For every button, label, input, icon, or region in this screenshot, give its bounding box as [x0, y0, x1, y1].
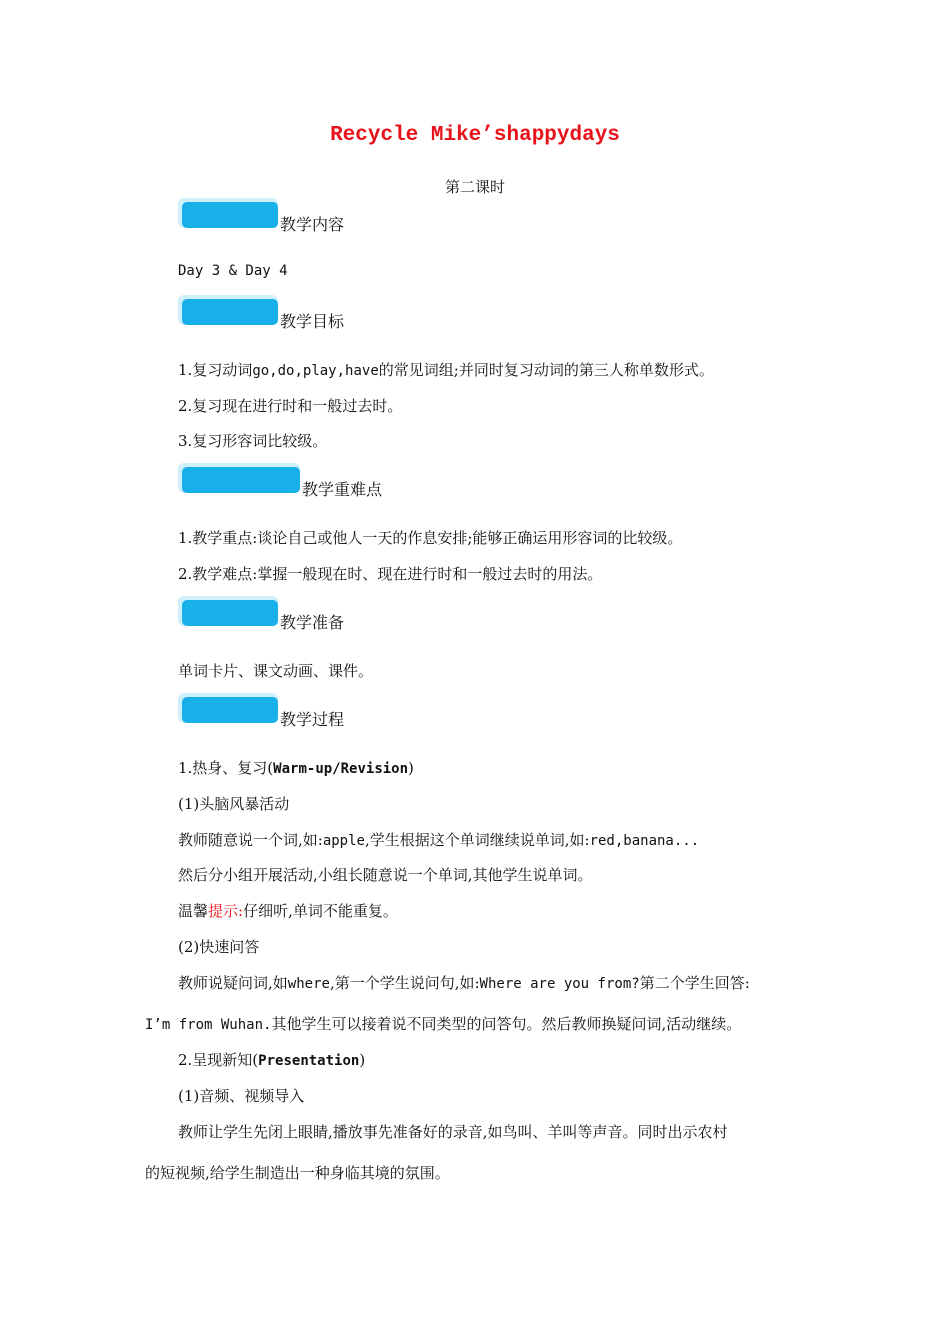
tip: 温馨提示:仔细听,单词不能重复。 [178, 902, 398, 920]
keypoint-1: 1.教学重点:谈论自己或他人一天的作息安排;能够正确运用形容词的比较级。 [178, 529, 683, 547]
step-1-1-para-1: 教师随意说一个词,如:apple,学生根据这个单词继续说单词,如:red,banana... [178, 831, 700, 849]
section-badge [178, 463, 300, 493]
step-1-2-para-2: I’m from Wuhan.其他学生可以接着说不同类型的问答句。然后教师换疑问词,活动继续。 [145, 1015, 742, 1033]
step-2-heading: 2.呈现新知(Presentation) [178, 1051, 366, 1069]
step-2-1-para-2: 的短视频,给学生制造出一种身临其境的氛围。 [145, 1164, 450, 1182]
section-label: 教学过程 [280, 710, 345, 729]
step-1-heading: 1.热身、复习(Warm-up/Revision) [178, 759, 414, 777]
step-1-1-para-2: 然后分小组开展活动,小组长随意说一个单词,其他学生说单词。 [178, 866, 593, 884]
goal-3: 3.复习形容词比较级。 [178, 432, 328, 450]
section-label: 教学准备 [280, 613, 345, 632]
step-2-1-para-1: 教师让学生先闭上眼睛,播放事先准备好的录音,如鸟叫、羊叫等声音。同时出示农村 [178, 1123, 728, 1141]
step-1-2-heading: (2)快速问答 [178, 938, 260, 956]
section-label: 教学重难点 [302, 480, 383, 499]
step-1-1-heading: (1)头脑风暴活动 [178, 795, 290, 813]
content-text: Day 3 & Day 4 [178, 263, 288, 279]
section-badge [178, 596, 278, 626]
prep-text: 单词卡片、课文动画、课件。 [178, 662, 374, 680]
keypoint-2: 2.教学难点:掌握一般现在时、现在进行时和一般过去时的用法。 [178, 565, 603, 583]
section-badge [178, 198, 278, 228]
lesson-period: 第二课时 [444, 178, 505, 196]
document-title: Recycle Mike’shappydays [330, 124, 620, 147]
goal-2: 2.复习现在进行时和一般过去时。 [178, 397, 403, 415]
section-badge [178, 295, 278, 325]
step-2-1-heading: (1)音频、视频导入 [178, 1087, 305, 1105]
step-1-2-para-1: 教师说疑问词,如where,第一个学生说问句,如:Where are you from?第二个学生回答: [178, 974, 750, 992]
goal-1: 1.复习动词go,do,play,have的常见词组;并同时复习动词的第三人称单数形式。 [178, 361, 714, 379]
section-label: 教学内容 [280, 215, 345, 234]
section-badge [178, 693, 278, 723]
section-label: 教学目标 [280, 312, 345, 331]
